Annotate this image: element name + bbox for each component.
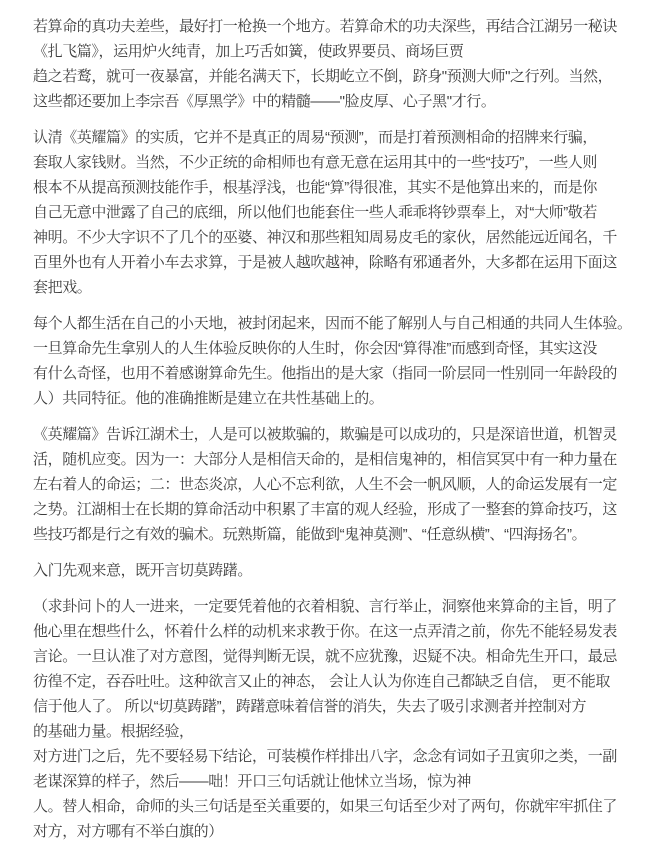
text-line: 活，随机应变。因为一：大部分人是相信天命的，是相信鬼神的，相信冥冥中有一种力量在 [33,451,618,468]
text-line: 认清《英耀篇》的实质，它并不是真正的周易“预测”，而是打着预测相命的招牌来行骗， [33,129,597,146]
text-line: 左右着人的命运；二：世态炎凉，人心不忘利欲，人生不会一帆风顺，人的命运发展有一定 [33,476,618,493]
text-line: 言论。一旦认准了对方意图，觉得判断无误，就不应犹豫，迟疑不决。相命先生开口，最忌 [33,648,618,665]
text-line: 这些都还要加上李宗吾《厚黑学》中的精髓——"脸皮厚、心子黑"才行。 [33,93,496,110]
text-line: 人。替人相命，命师的头三句话是至关重要的，如果三句话至少对了两句，你就牢牢抓住了 [33,798,618,815]
text-line: 对方进门之后，先不要轻易下结论，可装模作样排出八字，念念有词如子丑寅卯之类，一副 [33,748,618,765]
text-line: 若算命的真功夫差些，最好打一枪换一个地方。若算命术的功夫深些，再结合江湖另一秘诀 [33,18,618,35]
text-line: 趋之若鹜，就可一夜暴富，并能名满天下，长期屹立不倒，跻身"预测大师"之行列。当然， [33,68,613,85]
text-line: 每个人都生活在自己的小天地，被封闭起来，因而不能了解别人与自己相通的共同人生体验。 [33,315,632,332]
paragraph [33,422,624,547]
text-line: 有什么奇怪，也用不着感谢算命先生。他指出的是大家（指同一阶层同一性别同一年龄段的 [33,365,618,382]
text-line: 之势。江湖相士在长期的算命活动中积累了丰富的观人经验，形成了一整套的算命技巧，这 [33,501,618,518]
paragraph [33,311,632,411]
text-line: 对方，对方哪有不举白旗的） [33,823,223,840]
text-line: 他心里在想些什么，怀着什么样的动机来求教于你。在这一点弄清之前，你先不能轻易发表 [33,623,618,640]
text-line: 根本不从提高预测技能作手，根基浮浅，也能“算”得很准，其实不是他算出来的，而是你 [33,179,597,196]
document-text-body [33,14,632,844]
text-line: 自己无意中泄露了自己的底细，所以他们也能套住一些人乖乖将钞票奉上，对“大师”敬若 [33,204,597,221]
text-line: 人）共同特征。他的准确推断是建立在共性基础上的。 [33,390,384,407]
text-line: 一旦算命先生拿别人的人生体验反映你的人生时，你会因“算得准”而感到奇怪，其实这没 [33,340,597,357]
paragraph [33,125,624,300]
text-line: 的基础力量。根据经验， [33,723,194,740]
text-line: 套取人家钱财。当然，不少正统的命相师也有意无意在运用其中的一些“技巧”，一些人则 [33,154,597,171]
text-line: 彷徨不定，吞吞吐吐。这种欲言又止的神态， 会让人认为你连自己都缺乏自信， 更不能取 [33,673,610,690]
text-line: 神明。不少大字识不了几个的巫婆、神汉和那些粗知周易皮毛的家伙，居然能远近闻名，千 [33,229,618,246]
text-line: 信于他人了。 所以“切莫踌躇”，踌躇意味着信誉的消失，失去了吸引求测者并控制对方 [33,698,587,715]
text-line: 老谋深算的样子，然后——咄！开口三句话就让他怵立当场，惊为神 [33,773,472,790]
paragraph [33,558,624,583]
text-line: 套把戏。 [33,279,92,296]
text-line: 百里外也有人开着小车去求算，于是被人越吹越神，除略有邪通者外，大多都在运用下面这 [33,254,618,271]
text-line: 《扎飞篇》，运用炉火纯青，加上巧舌如簧，使政界要员、商场巨贾 [33,43,464,60]
text-line: （求卦问卜的人一进来，一定要凭着他的衣着相貌、言行举止，洞察他来算命的主旨，明了 [33,598,618,615]
text-line: 些技巧都是行之有效的骗术。玩熟斯篇，能做到“鬼神莫测”、“任意纵横”、“四海扬名”。 [33,526,587,543]
paragraph [33,14,624,114]
text-line: 《英耀篇》告诉江湖术士，人是可以被欺骗的，欺骗是可以成功的，只是深谙世道，机智灵 [33,426,618,443]
paragraph [33,594,624,844]
text-line: 入门先观来意，既开言切莫踌躇。 [33,562,253,579]
